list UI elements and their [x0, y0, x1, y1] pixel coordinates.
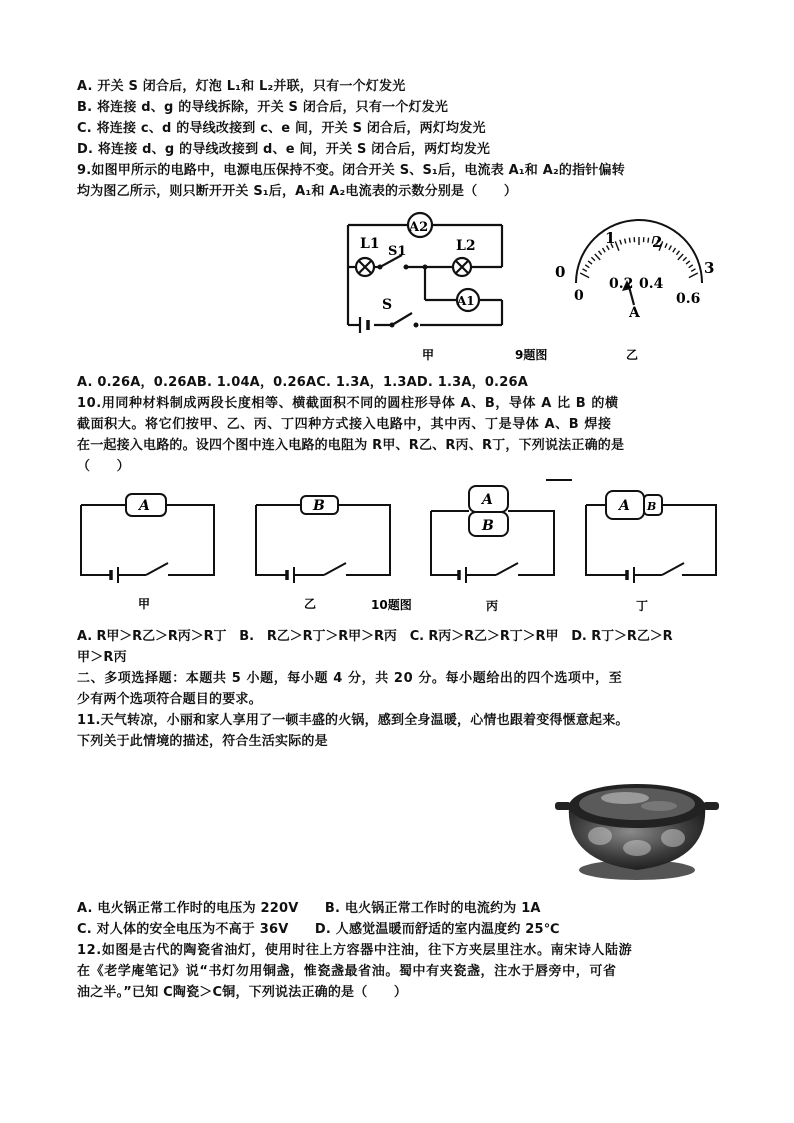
hotpot-image: [555, 766, 720, 881]
q9-caption-right: 乙: [626, 348, 639, 362]
q8-option-d: D. 将连接 d、g 的导线改接到 d、e 间，开关 S 闭合后，两灯均发光: [77, 142, 491, 157]
q10-stem-line-3: 在一起接入电路的。设四个图中连入电路的电阻为 R甲、R乙、R丙、R丁，下列说法正确的是: [77, 438, 625, 453]
dial-tick: [686, 261, 690, 264]
dial-bottom-0.2: 0.2: [609, 276, 634, 292]
dial-tick: [583, 269, 587, 272]
dial-tick: [665, 243, 667, 248]
q8-option-c: C. 将连接 c、d 的导线改接到 c、e 间，开关 S 闭合后，两灯均发光: [77, 121, 486, 136]
dial-tick: [683, 257, 687, 261]
dial-bottom-0.4: 0.4: [639, 276, 664, 292]
q10-stem-line-4: （ ）: [77, 459, 130, 474]
dial-tick: [673, 248, 676, 252]
q8-option-b: B. 将连接 d、g 的导线拆除，开关 S 闭合后，只有一个灯发光: [77, 100, 449, 115]
conductor-b-label-2: B: [313, 498, 325, 514]
q9-stem-line-2: 均为图乙所示，则只断开开关 S₁后，A₁和 A₂电流表的示数分别是（ ）: [77, 184, 518, 199]
conductor-b-label-4: B: [647, 500, 657, 513]
q9-switch-s1-label: S1: [388, 244, 407, 259]
q9-lamp-l1-label: L1: [360, 236, 380, 252]
q9-figure: [330, 205, 730, 367]
conductor-b-label-3: B: [482, 518, 494, 534]
q10-caption-1: 甲: [138, 597, 151, 611]
dial-bottom-0: 0: [574, 288, 584, 304]
dial-tick: [595, 254, 600, 260]
dial-tick: [676, 251, 679, 255]
q10-stem-line-2: 截面积大。将它们按甲、乙、丙、丁四种方式接入电路中，其中丙、丁是导体 A、B 焊接: [77, 417, 612, 432]
conductor-a-label-1: A: [139, 498, 150, 514]
conductor-a-label-4: A: [619, 498, 630, 514]
dial-tick: [603, 248, 606, 252]
q9-caption-mid: 9题图: [515, 348, 548, 362]
conductor-a-label-3: A: [482, 492, 493, 508]
q9-switch-s-label: S: [382, 297, 393, 313]
q10-options-line-2: 甲＞R丙: [77, 650, 127, 665]
dial-tick: [648, 238, 649, 243]
q9-caption-left: 甲: [422, 348, 435, 362]
q11-options-line-2: C. 对人体的安全电压为不高于 36V D. 人感觉温暖而舒适的室内温度约 25℃: [77, 922, 560, 937]
section2-heading-line-2: 少有两个选项符合题目的要求。: [77, 692, 262, 707]
pointer-label: A: [629, 305, 640, 321]
q10-caption-2: 乙: [304, 597, 317, 611]
dial-tick: [689, 273, 698, 278]
q10-stem-line-1: 10.用同种材料制成两段长度相等、横截面积不同的圆柱形导体 A、B，导体 A 比 B 的横: [77, 396, 619, 411]
dial-tick: [691, 269, 695, 272]
q9-meter-a2-label: A2: [409, 220, 429, 235]
dial-tick: [599, 251, 602, 255]
dial-tick: [591, 257, 595, 261]
q10-options-line-1: A. R甲＞R乙＞R丙＞R丁 B. R乙＞R丁＞R甲＞R丙 C. R丙＞R乙＞R丁＞R甲 D. R丁＞R乙＞R: [77, 629, 673, 644]
dial-tick: [580, 273, 589, 278]
q11-stem-line-1: 11.天气转凉，小丽和家人享用了一顿丰盛的火锅，感到全身温暖，心情也跟着变得惬意起来。: [77, 713, 629, 728]
q8-option-a: A. 开关 S 闭合后，灯泡 L₁和 L₂并联，只有一个灯发光: [77, 79, 406, 94]
dial-top-1: 1: [605, 229, 616, 247]
q12-stem-line-3: 油之半。”已知 C陶瓷＞C铜，下列说法正确的是（ ）: [77, 985, 408, 1000]
q10-caption-mid: 10题图: [371, 598, 412, 612]
q12-stem-line-2: 在《老学庵笔记》说“书灯勿用铜盏，惟瓷盏最省油。蜀中有夹瓷盏，注水于唇旁中，可省: [77, 964, 617, 979]
dial-tick: [678, 254, 683, 260]
q9-options: A. 0.26A，0.26AB. 1.04A，0.26AC. 1.3A，1.3AD. 1.3A，0.26A: [77, 375, 528, 390]
q11-stem-line-2: 下列关于此情境的描述，符合生活实际的是: [77, 734, 328, 749]
q9-lamp-l2-label: L2: [456, 238, 476, 254]
dial-top-2: 2: [652, 233, 663, 251]
ammeter-dial: [555, 220, 714, 321]
dial-tick: [689, 265, 693, 268]
dial-tick: [615, 241, 619, 250]
q12-stem-line-1: 12.如图是古代的陶瓷省油灯，使用时往上方容器中注油，往下方夹层里注水。南宋诗人陆游: [77, 943, 633, 958]
q10-figure: [76, 478, 722, 620]
dial-tick: [620, 240, 622, 245]
dial-bottom-0.6: 0.6: [676, 291, 701, 307]
q10-caption-4: 丁: [636, 599, 649, 613]
dial-tick: [588, 261, 592, 264]
dial-top-0: 0: [555, 263, 566, 281]
q9-meter-a1-label: A1: [457, 294, 475, 308]
dial-tick: [669, 246, 672, 250]
dial-top-3: 3: [704, 259, 715, 277]
q11-options-line-1: A. 电火锅正常工作时的电压为 220V B. 电火锅正常工作时的电流约为 1A: [77, 901, 541, 916]
dial-tick: [585, 265, 589, 268]
dial-tick: [629, 238, 630, 243]
section2-heading-line-1: 二、多项选择题：本题共 5 小题，每小题 4 分，共 20 分。每小题给出的四个选项中，至: [77, 671, 623, 686]
dial-tick: [625, 239, 626, 244]
q10-caption-3: 丙: [486, 599, 499, 613]
q9-stem-line-1: 9.如图甲所示的电路中，电源电压保持不变。闭合开关 S、S₁后，电流表 A₁和 A₂的指针偏转: [77, 163, 625, 178]
